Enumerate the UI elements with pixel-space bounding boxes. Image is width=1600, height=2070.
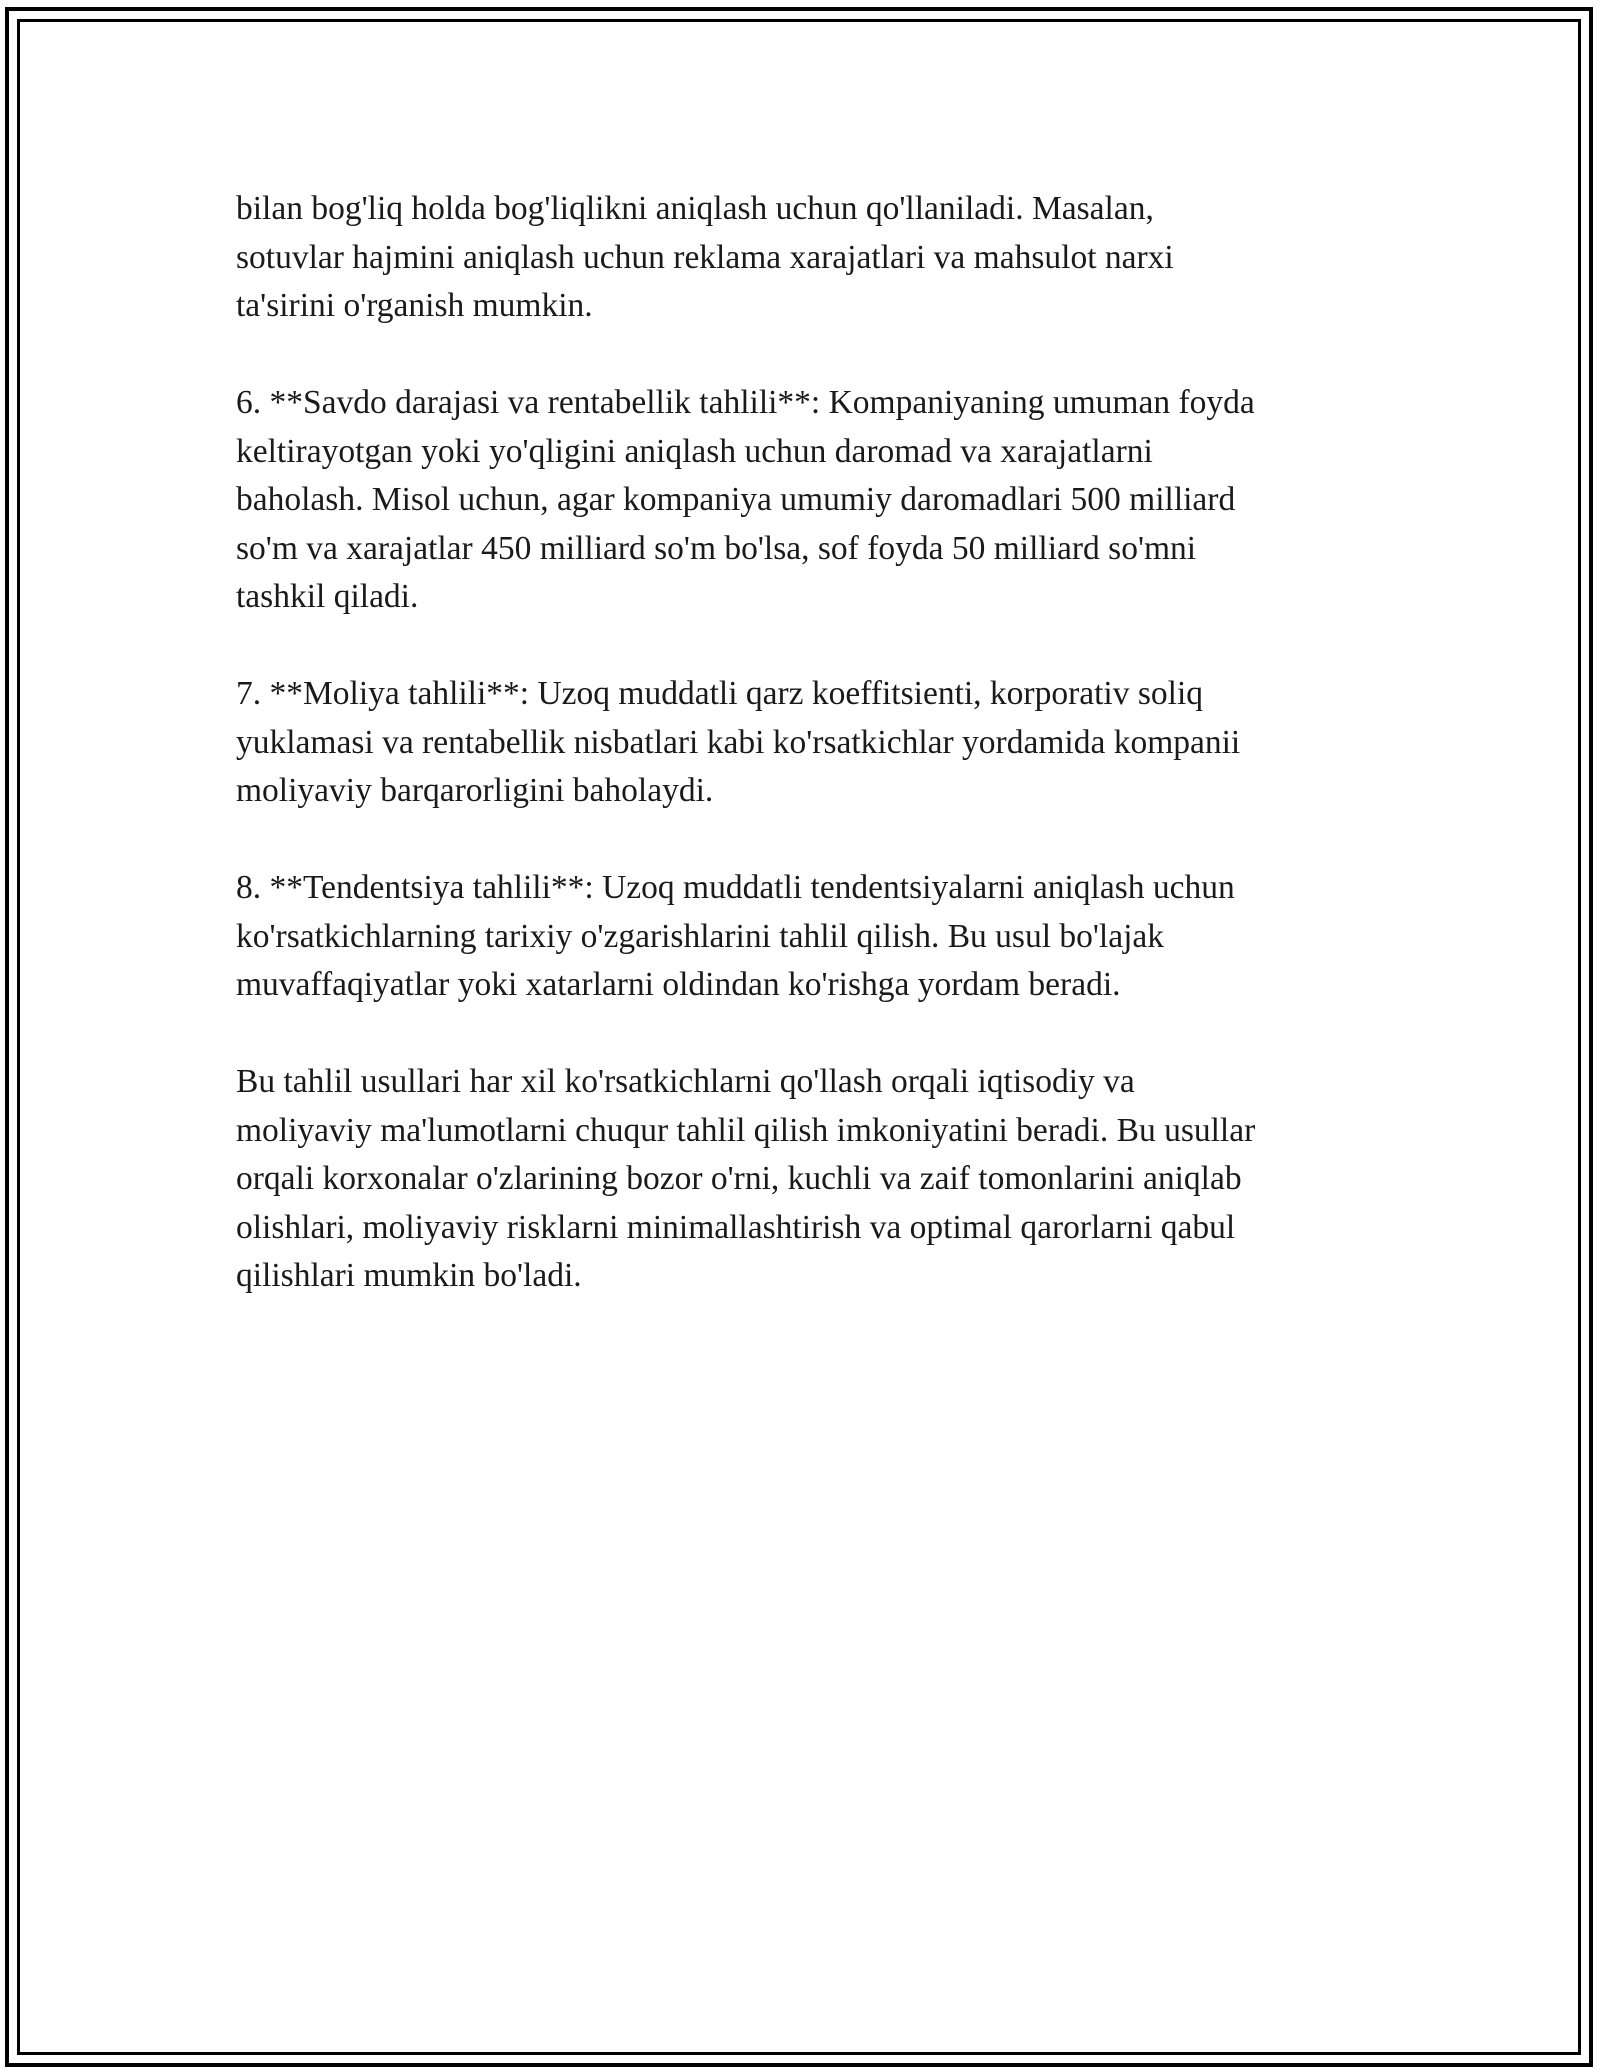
paragraph-continuation: bilan bog'liq holda bog'liqlikni aniqlash uchun qo'llaniladi. Masalan, sotuvlar hajmini aniqlash uchun reklama xarajatlari va mahsulot narxi ta'sirini o'rganish mumkin. xyxy=(236,190,1174,324)
paragraph-conclusion: Bu tahlil usullari har xil ko'rsatkichlarni qo'llash orqali iqtisodiy va moliyaviy ma'lumotlarni chuqur tahlil qilish imkoniyatini beradi. Bu usullar orqali korxonalar o'zlarining bozor o'rni, kuchli va zaif tomonlarini aniqlab olishlari, moliyaviy risklarni minimallashtirish va optimal qarorlarni qabul qilishlari mumkin bo'ladi. xyxy=(236,1063,1256,1294)
paragraph-item-7: 7. **Moliya tahlili**: Uzoq muddatli qarz koeffitsienti, korporativ soliq yuklamasi va rentabellik nisbatlari kabi ko'rsatkichlar yordamida kompanii moliyaviy barqarorligini baholaydi. xyxy=(236,675,1241,809)
paragraph-item-6: 6. **Savdo darajasi va rentabellik tahlili**: Kompaniyaning umuman foyda keltirayotgan yoki yo'qligini aniqlash uchun daromad va xarajatlarni baholash. Misol uchun, agar kompaniya umumiy daromadlari 500 milliard so'm va xarajatlar 450 milliard so'm bo'lsa, sof foyda 50 milliard so'mni tashkil qiladi. xyxy=(236,384,1255,615)
paragraph-item-8: 8. **Tendentsiya tahlili**: Uzoq muddatli tendentsiyalarni aniqlash uchun ko'rsatkichlarning tarixiy o'zgarishlarini tahlil qilish. Bu usul bo'lajak muvaffaqiyatlar yoki xatarlarni oldindan ko'rishga yordam beradi. xyxy=(236,869,1235,1003)
document-body xyxy=(236,185,1366,1349)
